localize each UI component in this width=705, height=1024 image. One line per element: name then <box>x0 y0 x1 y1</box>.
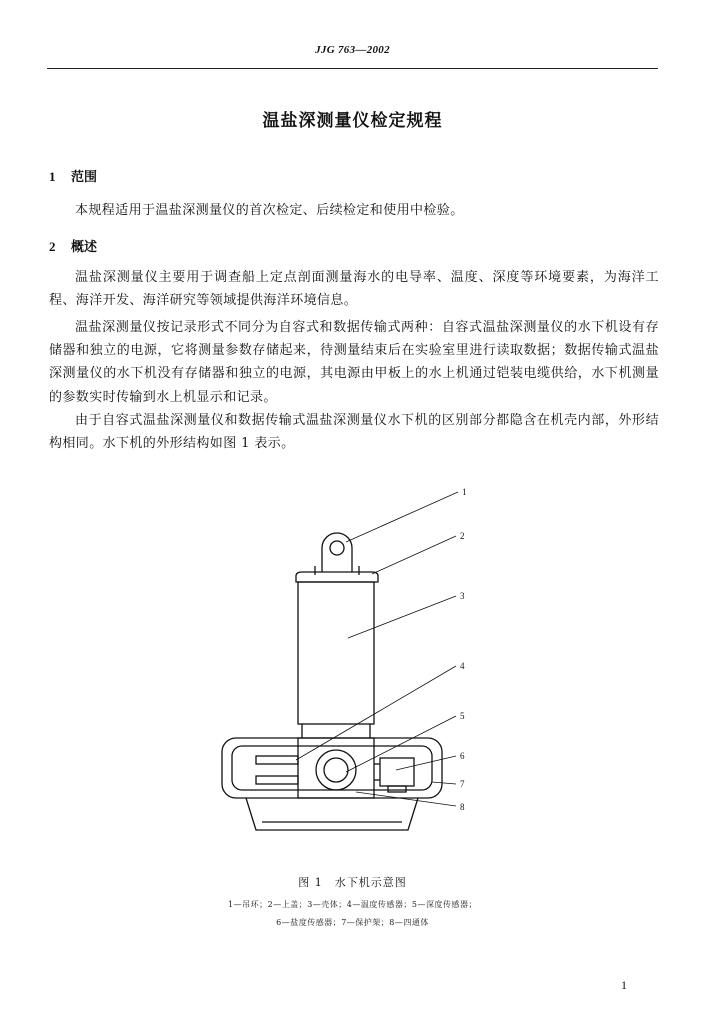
temperature-sensor-rod <box>256 776 298 784</box>
section-1-heading <box>49 166 97 185</box>
callout-5: 5 <box>460 711 465 721</box>
callout-8: 8 <box>460 802 465 812</box>
callout-7: 7 <box>460 779 465 789</box>
callout-3: 3 <box>460 591 465 601</box>
section-number: 2 <box>49 239 56 254</box>
section-number: 1 <box>49 169 56 184</box>
lifting-ring-hole <box>330 541 344 555</box>
header-rule <box>47 68 658 69</box>
protective-frame-inner <box>232 746 432 790</box>
callout-1: 1 <box>462 487 467 497</box>
figure-caption: 图 1 水下机示意图 <box>298 876 407 889</box>
callout-6: 6 <box>460 751 465 761</box>
depth-sensor-inner <box>324 758 348 782</box>
housing-shape <box>298 582 374 724</box>
section-2-heading <box>49 236 97 255</box>
cross-body-shape <box>298 738 374 798</box>
figure-legend-line: 6—盐度传感器；7—保护架；8—四通体 <box>276 918 429 927</box>
lifting-ring-shape <box>322 533 352 572</box>
top-cap-shape <box>296 572 378 582</box>
frame-base <box>246 798 418 830</box>
salinity-sensor-foot <box>388 786 406 792</box>
salinity-sensor-body <box>380 758 414 786</box>
callout-2: 2 <box>460 531 465 541</box>
protective-frame-outer <box>222 738 442 798</box>
temperature-sensor-rod <box>256 756 298 764</box>
standard-code: JJG 763—2002 <box>315 44 390 56</box>
paragraph: 温盐深测量仪主要用于调查船上定点剖面测量海水的电导率、温度、深度等环境要素，为海洋工程、海洋开发、海洋研究等领域提供海洋环境信息。 <box>49 270 659 309</box>
document-title: 温盐深测量仪检定规程 <box>262 111 443 131</box>
paragraph: 本规程适用于温盐深测量仪的首次检定、后续检定和使用中检验。 <box>75 203 464 218</box>
figure-legend-line: 1—吊环；2—上盖；3—壳体；4—温度传感器；5—深度传感器； <box>228 900 477 909</box>
section-title: 范围 <box>71 170 98 185</box>
callout-4: 4 <box>460 661 465 671</box>
depth-sensor-outer <box>316 750 356 790</box>
paragraph: 由于自容式温盐深测量仪和数据传输式温盐深测量仪水下机的区别部分都隐含在机壳内部，外形结构相同。水下机的外形结构如图 1 表示。 <box>49 413 659 452</box>
section-title: 概述 <box>71 240 98 255</box>
page-number: 1 <box>621 978 627 992</box>
paragraph: 温盐深测量仪按记录形式不同分为自容式和数据传输式两种：自容式温盐深测量仪的水下机设有存储器和独立的电源，它将测量参数存储起来，待测量结束后在实验室里进行读取数据；数据传输式温盐深测量仪的水下机没有存储器和独立的电源，其电源由甲板上的水上机通过铠装电缆供给，水下机测量的参数实时传输到水上机显示和记录。 <box>49 320 659 405</box>
